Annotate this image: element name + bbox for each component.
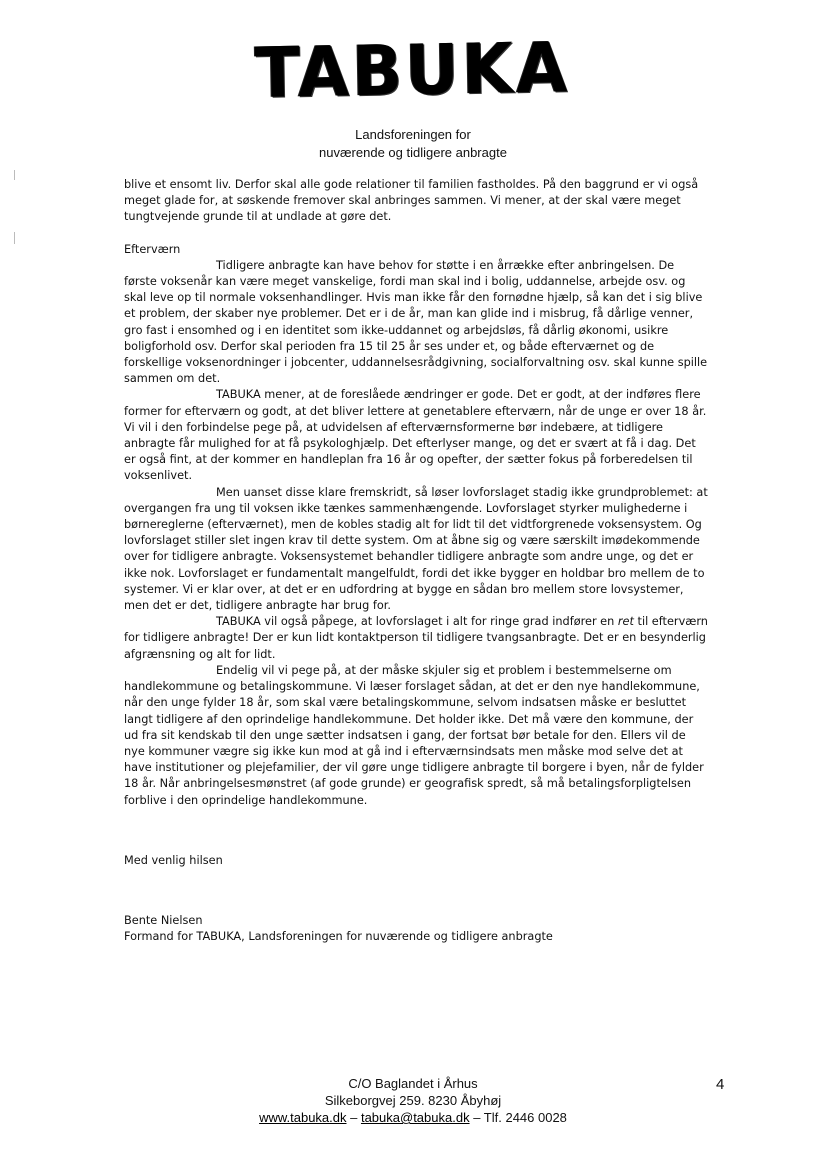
scan-speck (14, 170, 15, 180)
email-link[interactable]: tabuka@tabuka.dk (360, 1110, 470, 1125)
tagline-line-1: Landsforeningen for (355, 127, 471, 142)
page-number: 4 (716, 1076, 725, 1093)
footer-phone: – Tlf. 2446 0028 (469, 1110, 567, 1125)
scan-speck (14, 232, 15, 244)
logo-text: TABUKA (254, 27, 572, 114)
tabuka-logo (0, 27, 826, 114)
paragraph-4-start: TABUKA vil også påpege, at lovforslaget i alt for ringe grad indfører en (216, 615, 618, 629)
footer-separator: – (346, 1110, 361, 1125)
signer-title: Formand for TABUKA, Landsforeningen for nuværende og tidligere anbragte (124, 930, 553, 944)
paragraph-4-end: til efterværn for tidligere anbragte! Der er kun lidt kontaktperson til tidligere tvangsanbragte. Det er en besynderlig afgrænsning og alt for lidt. (124, 615, 708, 661)
intro-paragraph: blive et ensomt liv. Derfor skal alle gode relationer til familien fastholdes. På den baggrund er vi også meget glade for, at søskende fremover skal anbringes sammen. Vi mener, at der skal være meget tungtvejende grunde til at undlade at gøre det. (124, 178, 699, 224)
footer-address-line-1: C/O Baglandet i Århus (348, 1076, 478, 1091)
website-link[interactable]: www.tabuka.dk (259, 1110, 347, 1125)
footer-contact-line (0, 1109, 826, 1126)
closing-salutation: Med venlig hilsen (124, 853, 223, 867)
letter-body (124, 177, 708, 945)
letter-footer (0, 1075, 826, 1126)
paragraph-4 (124, 614, 708, 663)
paragraph-5: Endelig vil vi pege på, at der måske skjuler sig et problem i bestemmelserne om handlekommune og betalingskommune. Vi læser forslaget sådan, at det er den nye handlekommune, når den unge fylder 18 år, som skal være betalingskommune, selvom indsatsen måske er besluttet langt tidligere af den oprindelige handlekommune. Det holder ikke. Det må være den kommune, der ud fra sit kendskab til den unge sætter indsatsen i gang, der fortsat bør betale for den. Ellers vil de nye kommuner vægre sig ikke kun mod at gå ind i efterværnsindsats men måske mod selve det at have institutioner og plejefamilier, der vil gøre unge tidligere anbragte til borgere i byen, når de fylder 18 år. Når anbringelsesmønstret (af gode grunde) er geografisk spredt, så må betalingsforpligtelsen forblive i den oprindelige handlekommune. (124, 663, 704, 807)
paragraph-1: Tidligere anbragte kan have behov for støtte i en årrække efter anbringelsen. De første voksenår kan være meget vanskelige, fordi man skal ind i bolig, uddannelse, arbejde osv. og skal leve op til normale voksenhandlinger. Hvis man ikke får den fornødne hjælp, så kan det i sig blive et problem, der skaber nye problemer. Det er i de år, man kan glide ind i misbrug, få dårlige venner, gro fast i ensomhed og i en identitet som ikke-uddannet og arbejdsløs, få dårlig økonomi, usikre boligforhold osv. Derfor skal perioden fra 15 til 25 år ses under et, og både efterværnet og de forskellige voksenordninger i jobcenter, uddannelsesrådgivning, socialforvaltning osv. skal kunne spille sammen om det. (124, 258, 708, 386)
section-heading: Efterværn (124, 242, 181, 256)
paragraph-3: Men uanset disse klare fremskridt, så løser lovforslaget stadig ikke grundproblemet: at overgangen fra ung til voksen ikke tænkes sammenhængende. Lovforslaget styrker mulighederne i børnereglerne (efterværnet), men de kobles stadig alt for lidt til det vidtforgrenede voksensystem. Og lovforslaget stiller slet ingen krav til dette system. Om at åbne sig og være særskilt imødekommende over for tidligere anbragte. Voksensystemet behandler tidligere anbragte som andre unge, og det er ikke nok. Lovforslaget er fundamentalt mangelfuldt, fordi det ikke bygger en holdbar bro mellem de to systemer. Vi er klar over, at det er en udfordring at bygge en sådan bro mellem store lovsystemer, men det er det, tidligere anbragte har brug for. (124, 485, 708, 613)
footer-address-line-2: Silkeborgvej 259. 8230 Åbyhøj (324, 1093, 502, 1108)
paragraph-4-emphasis: ret (617, 615, 634, 629)
tagline-line-2: nuværende og tidligere anbragte (319, 145, 507, 160)
signer-name: Bente Nielsen (124, 913, 203, 927)
paragraph-2: TABUKA mener, at de foreslåede ændringer er gode. Det er godt, at der indføres flere former for efterværn og godt, at det bliver lettere at genetablere efterværn, når de unge er over 18 år. Vi vil i den forbindelse pege på, at udvidelsen af efterværnsformerne bør indebære, at tidligere anbragte får mulighed for at få psykologhjælp. Det efterlyser mange, og det er svært at få i dag. Det er også fint, at der kommer en handleplan fra 16 år og opefter, der sætter fokus på forberedelsen til voksenlivet. (124, 388, 707, 483)
